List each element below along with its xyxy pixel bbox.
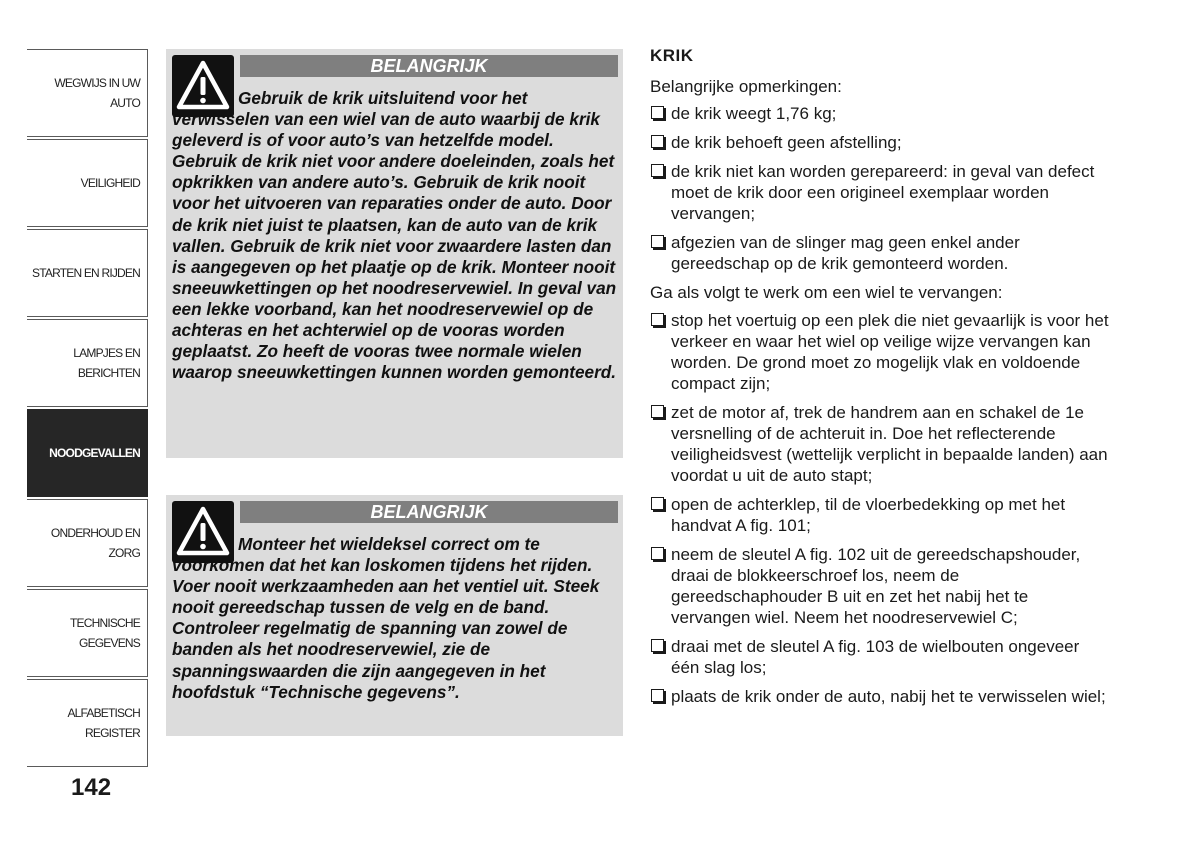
warning-box-2 (166, 495, 623, 736)
section-title: KRIK (650, 46, 694, 65)
procedure-intro: Ga als volgt te werk om een wiel te vervangen: (650, 283, 1003, 302)
tab-alfabetisch-register[interactable]: ALFABETISCH REGISTER (27, 679, 148, 767)
warning-header: BELANGRIJK (240, 501, 618, 523)
checkbox-bullet-icon (651, 313, 664, 326)
checkbox-bullet-icon (651, 497, 664, 510)
tab-starten-en-rijden[interactable]: STARTEN EN RIJDEN (27, 229, 148, 317)
warning-text: Monteer het wieldeksel correct om te voorkomen dat het kan loskomen tijdens het rijden. Voer nooit werkzaamheden aan het ventiel uit. Steek nooit gereedschap tussen de velg en de band. Controleer regelmatig de spanning van zowel de banden als het noodreservewiel, zie de spanningswaarden die zijn aangegeven in het hoofdstuk “Technische gegevens”. (172, 534, 600, 702)
checkbox-bullet-icon (651, 106, 664, 119)
list-item: stop het voertuig op een plek die niet gevaarlijk is voor het verkeer en waar het wiel op veilige wijze vervangen kan worden. De grond moet zo mogelijk vlak en voldoende compact zijn; (650, 310, 1110, 394)
warning-box-1 (166, 49, 623, 458)
tab-lampjes-en-berichten[interactable]: LAMPJES EN BERICHTEN (27, 319, 148, 407)
list-item: plaats de krik onder de auto, nabij het te verwisselen wiel; (650, 686, 1110, 707)
warning-text: Gebruik de krik uitsluitend voor het verwisselen van een wiel van de auto waarbij de krik geleverd is of voor auto’s van hetzelfde model. Gebruik de krik niet voor andere doeleinden, zoals het opkrikken van andere auto’s. Gebruik de krik nooit voor het uitvoeren van reparaties onder de auto. Door de krik niet juist te plaatsen, kan de auto van de krik vallen. Gebruik de krik niet voor zwaardere lasten dan is aangegeven op het plaatje op de krik. Monteer nooit sneeuwkettingen op het noodreservewiel. In geval van een lekke voorband, kan het noodreservewiel op de achteras en het achterwiel op de vooras worden geplaatst. Zo heeft de vooras twee normale wielen waarop sneeuwkettingen kunnen worden gemonteerd. (172, 88, 617, 383)
tab-noodgevallen[interactable]: NOODGEVALLEN (27, 409, 148, 497)
page-number: 142 (71, 774, 112, 801)
checkbox-bullet-icon (651, 405, 664, 418)
warning-header: BELANGRIJK (240, 55, 618, 77)
checkbox-bullet-icon (651, 689, 664, 702)
tab-onderhoud-en-zorg[interactable]: ONDERHOUD EN ZORG (27, 499, 148, 587)
checkbox-bullet-icon (651, 135, 664, 148)
list-item: de krik weegt 1,76 kg; (650, 103, 1110, 124)
list-item: afgezien van de slinger mag geen enkel ander gereedschap op de krik gemonteerd worden. (650, 232, 1110, 274)
checkbox-bullet-icon (651, 164, 664, 177)
list-item: neem de sleutel A fig. 102 uit de gereedschapshouder, draai de blokkeerschroef los, neem de gereedschaphouder B uit en zet het nabij het te vervangen wiel. Neem het noodreservewiel C; (650, 544, 1110, 628)
list-item: zet de motor af, trek de handrem aan en schakel de 1e versnelling of de achteruit in. Doe het reflecterende veiligheidsvest (wettelijk verplicht in bepaalde landen) aan voordat u uit de auto stapt; (650, 402, 1110, 486)
tab-veiligheid[interactable]: VEILIGHEID (27, 139, 148, 227)
notes-intro: Belangrijke opmerkingen: (650, 77, 842, 96)
tab-technische-gegevens[interactable]: TECHNISCHE GEGEVENS (27, 589, 148, 677)
list-item: open de achterklep, til de vloerbedekking op met het handvat A fig. 101; (650, 494, 1110, 536)
checkbox-bullet-icon (651, 235, 664, 248)
list-item: de krik niet kan worden gerepareerd: in geval van defect moet de krik door een origineel exemplaar worden vervangen; (650, 161, 1110, 224)
checkbox-bullet-icon (651, 639, 664, 652)
jack-section (650, 45, 1110, 715)
list-item: draai met de sleutel A fig. 103 de wielbouten ongeveer één slag los; (650, 636, 1110, 678)
chapter-sidebar (27, 49, 148, 769)
tab-wegwijs[interactable]: WEGWIJS IN UW AUTO (27, 49, 148, 137)
checkbox-bullet-icon (651, 547, 664, 560)
list-item: de krik behoeft geen afstelling; (650, 132, 1110, 153)
